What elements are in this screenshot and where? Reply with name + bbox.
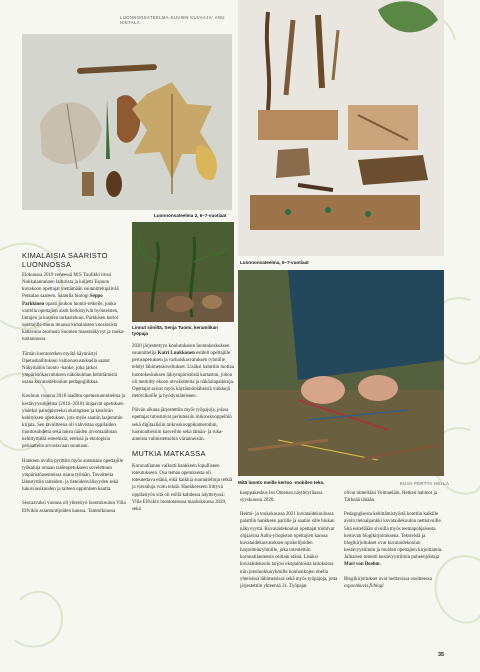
section-heading-1: KIMALAISIA SAARISTO LUONNOSSA — [22, 251, 108, 269]
col1-paragraph-5: Seuraavaksi vuonna oli yhteistyö luontokoulun Villa Elfvikin asiantuntijoiden kanssa. Tammikuussa — [22, 501, 126, 514]
col4-paragraph-1: olivat nimeltään Voimaeläin, Hetken hahmot ja Tärkeää tänään. — [344, 491, 438, 504]
photo-leaves-artwork — [22, 34, 232, 210]
text-column-2 — [132, 343, 234, 513]
page-number: 35 — [438, 652, 445, 658]
text-column-4 — [344, 490, 446, 590]
photo-credit-bottom: KUVA PERTTA HELLA — [400, 481, 450, 486]
col3-paragraph-2: Helmi- ja toukokuussa 2021 kuvataidekoulussa palattiin hankkeen pariille ja saatiin sille hiukan näkyvyyttä. Kuvataidekoulun opettajat toimivat ohjaavina Aalto-yliopiston opettajien kanssa kuvataidekasvatuksen opiskelijoiden harjoitteluryhmille, joka toteutettiin koronatilanteesta osittain etänä. Lisäksi kuvataidekoulu tarjosi ekopaihtoista laitoksissa niin pienluokkaryhmille kouluaikojen ohella yhteisissä lähimetsissä sekä myös työpajoja, joita järjestettiin yhteensä 31. Työpajat — [240, 512, 338, 589]
col1-paragraph-2: Tämän luontoretken myötä käynnistyi Opetushallituksen valtionavustuksella saatut Näkymätön luonto -hanke, joka jatkoi ympäristökasvatuksen näkökulman kehittämistä osana kuvataidekoulun pedagogiikkaa. — [22, 351, 117, 386]
col3-paragraph-1: kauppakeskus Iso Omenan näyttelytilassa syyskuussa 2020. — [240, 491, 323, 504]
col1-paragraph-1: Elokuussa 2019 veneessä M/S Tuulikki irtosi Nokkalanrannen laiturista ja kuljetti Espoon kuvakoon opettajat viettämään suunnittelupäivää Pentalan saareen. Saarella biologi Seppo Parkkinen opasti joukon luonto-retkelle, jonka varrella opettajien aistit herkistyivät hyönteisten, lintujen ja kasvien tarkasteluun. Parkkisen kertoi opettajille muun muassa kimalaisten vuosiosista kattavana osoitusta Suomen maastoäkyvyt ja ruoka-tuotannossa. — [22, 273, 125, 343]
caption-wood: Luonnonsateelma, 6–7-vuotiaat — [240, 260, 309, 265]
col4-paragraph-3: Blogikirjoitukset ovat luettavissa osoitteessa espoonkuvis.fi/blogi — [344, 576, 432, 589]
photo-hands-mobile — [238, 270, 444, 476]
caption-hands: Mitä luonto meille kertoo -mobilen teko. — [238, 480, 325, 485]
col1-paragraph-3: Kouluun vuonna 2018 laadittu opetussuunnitelma ja kestävyysohjelma (2016–2018) linjaavat opetuksen yhdeksi painopisteeksi ekologisen ja kestävän kehityksen opetuksen, jota myös saatiin laajemmin kirjata. Sen tavoitteena oli vahvistaa oppilaiden luontosuhdetta sekä tukea näiden arvomaailman kehittymistä esteettisiä, eettisiä ja ekologisia periaatteita arvostavaan suuntaan. — [22, 394, 126, 450]
photo-wood-artwork — [238, 0, 444, 256]
col2-paragraph-1: 2020 järjestettyyn koulutukseen luontokeskuksen suunnittelija Katri Luukkonen esitteli opettajille perusopetuksen ja varhaiskasvatuksen ryhmille tehdyt lähimetsäoveltukset. Lisäksi haluttiin tuottaa luontokeskuksen lähiympäristöstä kartaston, johon oli merkitty ekoon arvokohteita ja näköalapaikkoja. Opettajat saivat myös käytännönläheisiä vinkkejä tietoviikoille ja hyödyntämiseen. — [132, 344, 235, 400]
text-column-3 — [240, 490, 340, 590]
col2-paragraph-2: Päivän aikana järjestettiin myös työpajoja, joissa opettajat tutustuivat perinteisiin mikroskooppeihin sekä digitaalisiin mikroskooppikameroihin, luontoaiheisiin kasveihin sekä tämän- ja ruka-aineista valmistettuihin väriaineisiin. — [132, 408, 232, 442]
photo-credit-top: LUONNONSATEELMA-KUVIEN KUVAAJA: ANU HIETALA — [120, 15, 225, 25]
caption-plants: Linnut siiniltä, Senja Tuomi, keramiikan työpaja — [132, 325, 218, 336]
col1-paragraph-4: Hankeen avulla pyrittiin myös antamaan opettajille työkaluja omaan taideopetukseen sovelettuun ympäristöasenteissa osana työtään. Tavoitteita lähestyttiin taiteiden- ja tieteidenvälisyyden sekä lukuvuosikauden ja taiteen oppimisen kautta. — [22, 458, 124, 493]
photo-plants-workshop — [132, 222, 234, 322]
caption-leaves: Luonnonsateelma 2, 6–7-vuotiaat — [154, 213, 227, 218]
col2-paragraph-3: Koronatilanne vaikutti hankkeen lopulliseen toteutukseen. Osa temaa opetuksesta oli toteutettava etänä, eikä kaikkia suunniteltuja retkiä ja vierailuja voitu tehdä. Hankkeeseen liittyvä oppilastyön sitä oli esillä kahdessa näyttelyssä: Villa Elfvikin luontotalossa maaliskuussa 2020, sekä — [132, 463, 233, 512]
text-column-1 — [22, 272, 126, 515]
col4-paragraph-2: Pedagogisesta kehittämistyöstä koottiin kaikille avoin tietoaipankki kuvataidekoulun nettisivuille. Sitä esitelliään sivuilla myös teemapohjaisesta kertovan blogikirjoituksena. Teksteistä ja blogikirjoitukset ovat kuvataidekoulun kestävyystiimin ja muiden opettajien kirjoittamia. Julkaisen toteutti kestävyystiimin puheenjohtaja Mari von Boehm. — [344, 512, 443, 568]
section-heading-2: MUTKIA MATKASSA — [132, 449, 206, 459]
